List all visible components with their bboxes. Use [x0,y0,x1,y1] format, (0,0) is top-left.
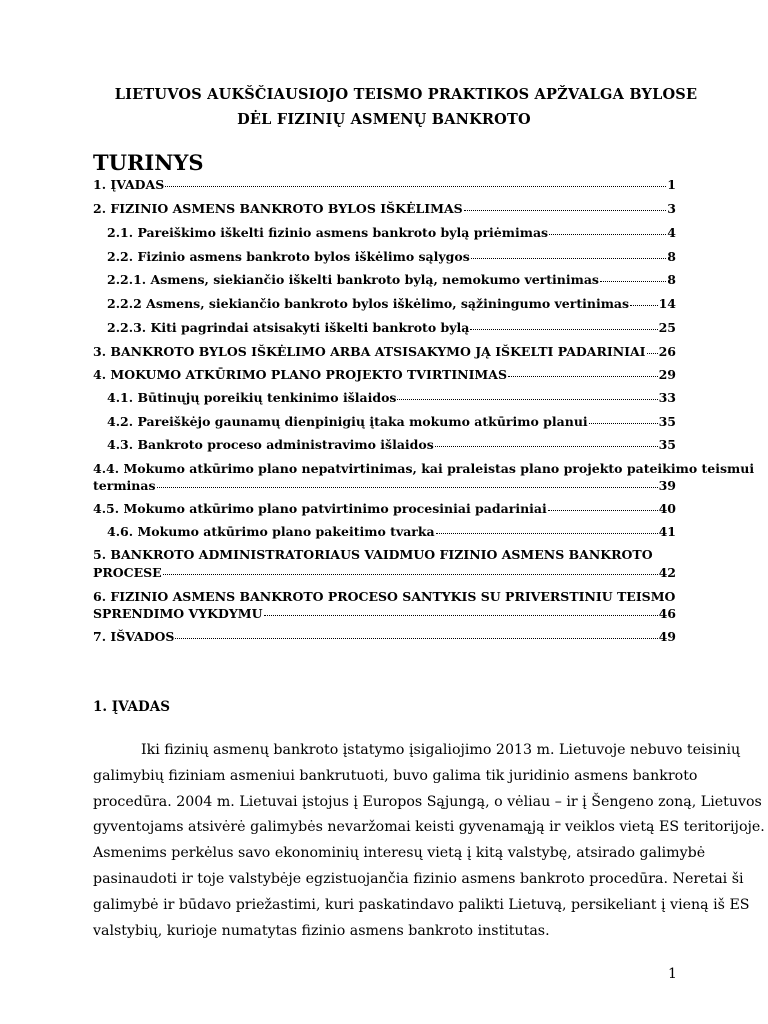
paragraph-line: galimybių fiziniam asmeniui bankrutuoti, buvo galima tik juridinio asmens bankroto [93,767,698,784]
paragraph-line: procedūra. 2004 m. Lietuvai įstojus į Europos Sąjungą, o vėliau – ir į Šengeno zoną, Lietuvos [93,793,762,810]
paragraph-line: valstybių, kurioje numatytas fizinio asmens bankroto institutas. [93,922,550,939]
body-paragraph [93,738,765,944]
toc-entry-first-line[interactable]: 5. BANKROTO ADMINISTRATORIAUS VAIDMUO FIZINIO ASMENS BANKROTO [93,547,653,562]
toc-entry[interactable]: 4. MOKUMO ATKŪRIMO PLANO PROJEKTO TVIRTINIMAS 29 [93,367,676,382]
toc-entry[interactable]: 4.1. Būtinųjų poreikių tenkinimo išlaidos 33 [107,390,676,405]
toc-entry[interactable]: 2.2.2 Asmens, siekiančio bankroto bylos iškėlimo, sąžiningumo vertinimas 14 [107,296,676,311]
toc-entry[interactable]: 4.5. Mokumo atkūrimo plano patvirtinimo procesiniai padariniai 40 [93,501,676,516]
toc-entry[interactable]: 7. IŠVADOS 49 [93,629,676,644]
toc-entry[interactable]: 2.2.3. Kiti pagrindai atsisakyti iškelti bankroto bylą 25 [107,320,676,335]
section-heading: 1. ĮVADAS [93,699,170,715]
toc-entry-first-line[interactable]: 6. FIZINIO ASMENS BANKROTO PROCESO SANTYKIS SU PRIVERSTINIU TEISMO [93,589,676,604]
toc-entry[interactable]: SPRENDIMO VYKDYMU 46 [93,606,676,621]
toc-entry[interactable]: 4.2. Pareiškėjo gaunamų dienpinigių įtaka mokumo atkūrimo planui 35 [107,414,676,429]
document-title-line-2: DĖL FIZINIŲ ASMENŲ BANKROTO [237,111,531,128]
paragraph-line: Iki fizinių asmenų bankroto įstatymo įsigaliojimo 2013 m. Lietuvoje nebuvo teisinių [141,742,741,758]
document-title-line-1: LIETUVOS AUKŠČIAUSIOJO TEISMO PRAKTIKOS APŽVALGA BYLOSE [114,86,698,103]
toc-entry[interactable]: 2.2.1. Asmens, siekiančio iškelti bankroto bylą, nemokumo vertinimas 8 [107,272,676,287]
paragraph-line: galimybė ir būdavo priežastimi, kuri paskatindavo palikti Lietuvą, persikeliant į vieną iš ES [93,896,750,913]
paragraph-line: pasinaudoti ir toje valstybėje egzistuojančia fizinio asmens bankroto procedūra. Neretai ši [93,870,744,887]
toc-entry[interactable]: 4.6. Mokumo atkūrimo plano pakeitimo tvarka 41 [107,524,676,539]
toc-entry[interactable]: 2.2. Fizinio asmens bankroto bylos iškėlimo sąlygos 8 [107,249,676,264]
toc-entry[interactable]: 4.3. Bankroto proceso administravimo išlaidos 35 [107,437,676,452]
paragraph-line: Asmenims perkėlus savo ekonominių interesų vietą į kitą valstybę, atsirado galimybė [93,845,706,862]
paragraph-line: gyventojams atsivėrė galimybės nevaržomai keisti gyvenamąją ir veiklos vietą ES teritorijoje. [93,819,765,836]
toc-entry-first-line[interactable]: 4.4. Mokumo atkūrimo plano nepatvirtinimas, kai praleistas plano projekto pateikimo teismui [93,461,755,476]
toc-entry[interactable]: PROCESE 42 [93,565,676,580]
page-number: 1 [668,966,677,982]
toc-heading: TURINYS [93,150,204,175]
toc-entry[interactable]: 3. BANKROTO BYLOS IŠKĖLIMO ARBA ATSISAKYMO JĄ IŠKELTI PADARINIAI 26 [93,344,676,359]
toc-entry[interactable]: 1. ĮVADAS 1 [93,177,676,192]
toc-entry[interactable]: 2.1. Pareiškimo iškelti fizinio asmens bankroto bylą priėmimas 4 [107,225,676,240]
toc-entry[interactable]: terminas 39 [93,478,676,493]
toc-entry[interactable]: 2. FIZINIO ASMENS BANKROTO BYLOS IŠKĖLIMAS 3 [93,201,676,216]
